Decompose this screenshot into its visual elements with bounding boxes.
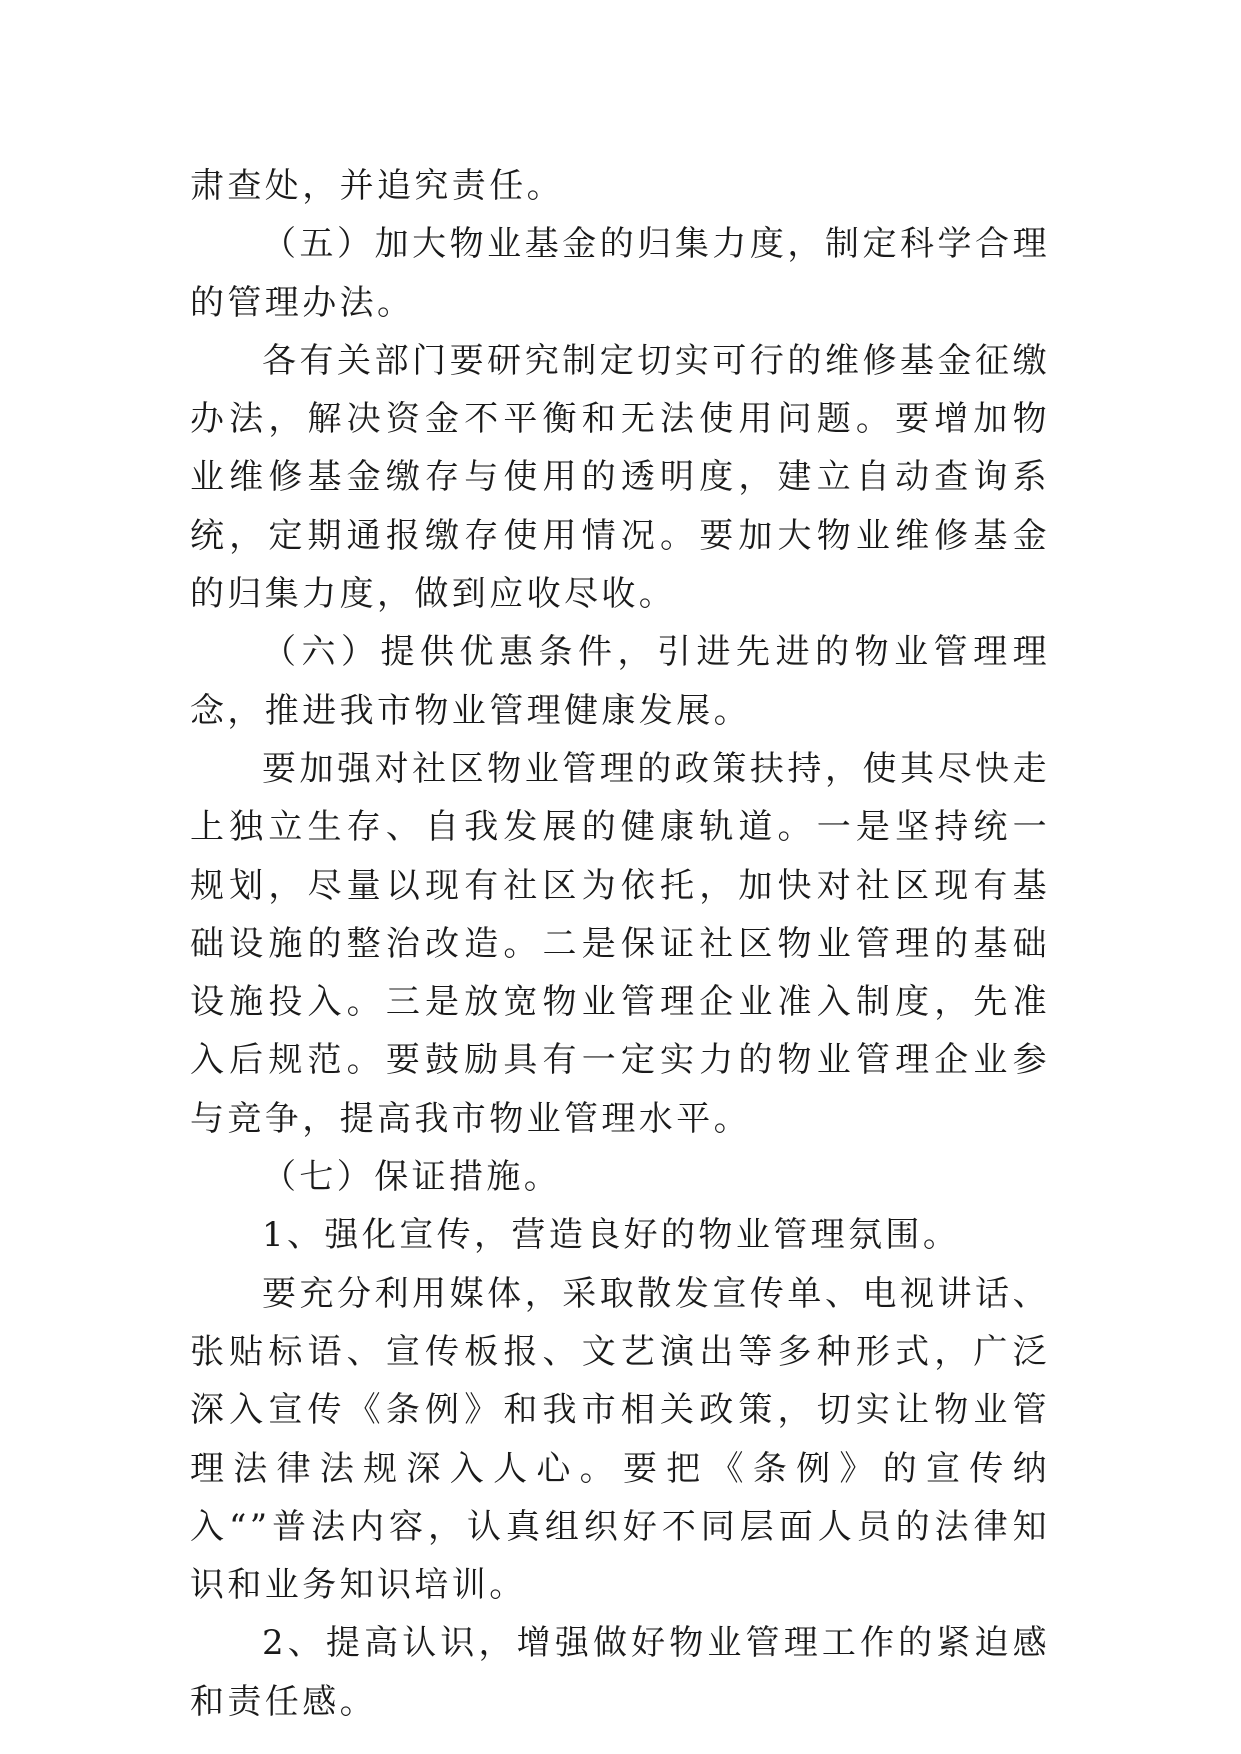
paragraph: 肃查处，并追究责任。 bbox=[190, 166, 564, 206]
paragraph: 各有关部门要研究制定切实可行的维修基金征缴办法，解决资金不平衡和无法使用问题。要增加物业维修基金缴存与使用的透明度，建立自动查询系统，定期通报缴存使用情况。要加大物业维修基金的归集力度，做到应收尽收。 bbox=[190, 340, 1050, 615]
document-body bbox=[190, 157, 1050, 1731]
paragraph: 要加强对社区物业管理的政策扶持，使其尽快走上独立生存、自我发展的健康轨道。一是坚持统一规划，尽量以现有社区为依托，加快对社区现有基础设施的整治改造。二是保证社区物业管理的基础设施投入。三是放宽物业管理企业准入制度，先准入后规范。要鼓励具有一定实力的物业管理企业参与竞争，提高我市物业管理水平。 bbox=[190, 748, 1050, 1139]
paragraph: 2、提高认识，增强做好物业管理工作的紧迫感和责任感。 bbox=[190, 1623, 1050, 1722]
paragraph: 1、强化宣传，营造良好的物业管理氛围。 bbox=[262, 1215, 961, 1256]
paragraph: （六）提供优惠条件，引进先进的物业管理理念，推进我市物业管理健康发展。 bbox=[190, 632, 1050, 731]
paragraph: （五）加大物业基金的归集力度，制定科学合理的管理办法。 bbox=[190, 224, 1050, 323]
paragraph: 要充分利用媒体，采取散发宣传单、电视讲话、张贴标语、宣传板报、文艺演出等多种形式，广泛深入宣传《条例》和我市相关政策，切实让物业管理法律法规深入人心。要把《条例》的宣传纳入“”普法内容，认真组织好不同层面人员的法律知识和业务知识培训。 bbox=[190, 1273, 1050, 1606]
paragraph: （七）保证措施。 bbox=[262, 1157, 562, 1198]
